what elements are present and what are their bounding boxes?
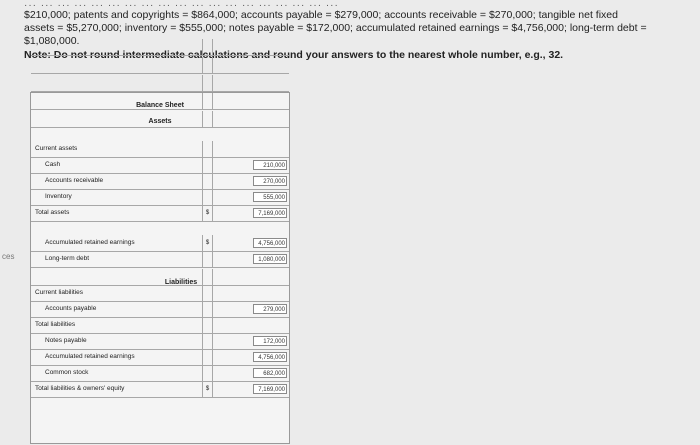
row-label[interactable]: Current assets (31, 141, 203, 157)
table-row (31, 251, 289, 268)
row-label[interactable] (31, 39, 203, 55)
value-input[interactable]: 279,000 (253, 304, 287, 314)
table-row (31, 39, 289, 56)
value-input[interactable]: 555,000 (253, 192, 287, 202)
row-label[interactable]: Total assets (31, 205, 203, 221)
row-label[interactable]: Total liabilities & owners' equity (31, 381, 203, 397)
table-row (31, 111, 289, 128)
value-input[interactable]: 172,000 (253, 336, 287, 346)
side-label: ces (2, 252, 15, 261)
row-label[interactable]: Accumulated retained earnings (31, 349, 203, 365)
currency-symbol (203, 333, 213, 349)
value-cell (213, 317, 289, 333)
row-label[interactable] (31, 111, 203, 127)
row-label[interactable]: Accounts receivable (31, 173, 203, 189)
row-label[interactable] (31, 57, 203, 73)
rounding-note: Note: Do not round intermediate calculations and round your answers to the nearest whole number, e.g., 32. (24, 49, 564, 61)
table-row (31, 75, 289, 92)
liabilities-header: Liabilities (164, 279, 198, 286)
table-row (31, 333, 289, 350)
table-row (31, 157, 289, 174)
value-cell (213, 349, 289, 365)
value-cell (213, 173, 289, 189)
assets-header: Assets (148, 118, 172, 125)
value-input[interactable]: 270,000 (253, 176, 287, 186)
row-label[interactable]: Accounts payable (31, 301, 203, 317)
value-cell (213, 39, 289, 55)
currency-symbol (203, 111, 213, 127)
row-label[interactable]: Total liabilities (31, 317, 203, 333)
row-label[interactable]: Cash (31, 157, 203, 173)
value-cell (213, 381, 289, 397)
currency-symbol (203, 285, 213, 301)
currency-symbol (203, 39, 213, 55)
currency-symbol: $ (203, 205, 213, 221)
value-cell (213, 269, 289, 285)
value-input[interactable]: 682,000 (253, 368, 287, 378)
table-row (31, 285, 289, 302)
currency-symbol (203, 365, 213, 381)
value-cell (213, 189, 289, 205)
value-cell (213, 365, 289, 381)
row-label[interactable]: Common stock (31, 365, 203, 381)
row-label[interactable] (31, 93, 203, 109)
value-input[interactable]: 4,756,000 (253, 352, 287, 362)
table-row (31, 173, 289, 190)
table-row (31, 141, 289, 158)
problem-line-1: $210,000; patents and copyrights = $864,000; accounts payable = $279,000; accounts receivable = $270,000; tangible net fixed (24, 9, 618, 21)
row-label[interactable] (31, 75, 203, 91)
balance-sheet-table (30, 92, 290, 444)
currency-symbol (203, 75, 213, 91)
currency-symbol (203, 93, 213, 109)
row-label[interactable]: Inventory (31, 189, 203, 205)
row-label[interactable] (31, 269, 203, 285)
currency-symbol (203, 317, 213, 333)
value-cell (213, 205, 289, 221)
value-input[interactable]: 7,169,000 (253, 384, 287, 394)
currency-symbol (203, 173, 213, 189)
value-input[interactable]: 1,080,000 (253, 254, 287, 264)
row-label[interactable]: Notes payable (31, 333, 203, 349)
table-row (31, 349, 289, 366)
balance-sheet-title: Balance Sheet (136, 102, 184, 109)
value-input[interactable]: 4,756,000 (253, 238, 287, 248)
value-cell (213, 285, 289, 301)
value-cell (213, 301, 289, 317)
problem-line-2: assets = $5,270,000; inventory = $555,000; notes payable = $172,000; accumulated retained earnings = $4,756,000; long-term debt = (24, 22, 647, 34)
value-cell (213, 75, 289, 91)
value-input[interactable]: 7,169,000 (253, 208, 287, 218)
problem-line-3: $1,080,000. (24, 35, 80, 47)
currency-symbol (203, 189, 213, 205)
value-cell (213, 333, 289, 349)
currency-symbol: $ (203, 235, 213, 251)
value-cell (213, 111, 289, 127)
table-row (31, 235, 289, 252)
currency-symbol (203, 269, 213, 285)
currency-symbol (203, 251, 213, 267)
value-cell (213, 57, 289, 73)
table-row (31, 381, 289, 398)
value-cell (213, 141, 289, 157)
currency-symbol (203, 141, 213, 157)
value-cell (213, 157, 289, 173)
table-row (31, 365, 289, 382)
table-row (31, 57, 289, 74)
table-row (31, 317, 289, 334)
row-label[interactable]: Current liabilities (31, 285, 203, 301)
value-cell (213, 251, 289, 267)
currency-symbol (203, 301, 213, 317)
cut-off-text: ··· ··· ··· ··· ··· ··· ··· ··· ··· ··· ··· ··· ··· ··· ··· ··· ··· ··· ··· (24, 0, 339, 6)
value-cell (213, 93, 289, 109)
row-label[interactable]: Long-term debt (31, 251, 203, 267)
currency-symbol: $ (203, 381, 213, 397)
currency-symbol (203, 349, 213, 365)
row-label[interactable]: Accumulated retained earnings (31, 235, 203, 251)
currency-symbol (203, 157, 213, 173)
table-row (31, 301, 289, 318)
table-row (31, 93, 289, 110)
currency-symbol (203, 57, 213, 73)
table-row (31, 189, 289, 206)
value-cell (213, 235, 289, 251)
table-row (31, 269, 289, 286)
table-row (31, 205, 289, 222)
value-input[interactable]: 210,000 (253, 160, 287, 170)
